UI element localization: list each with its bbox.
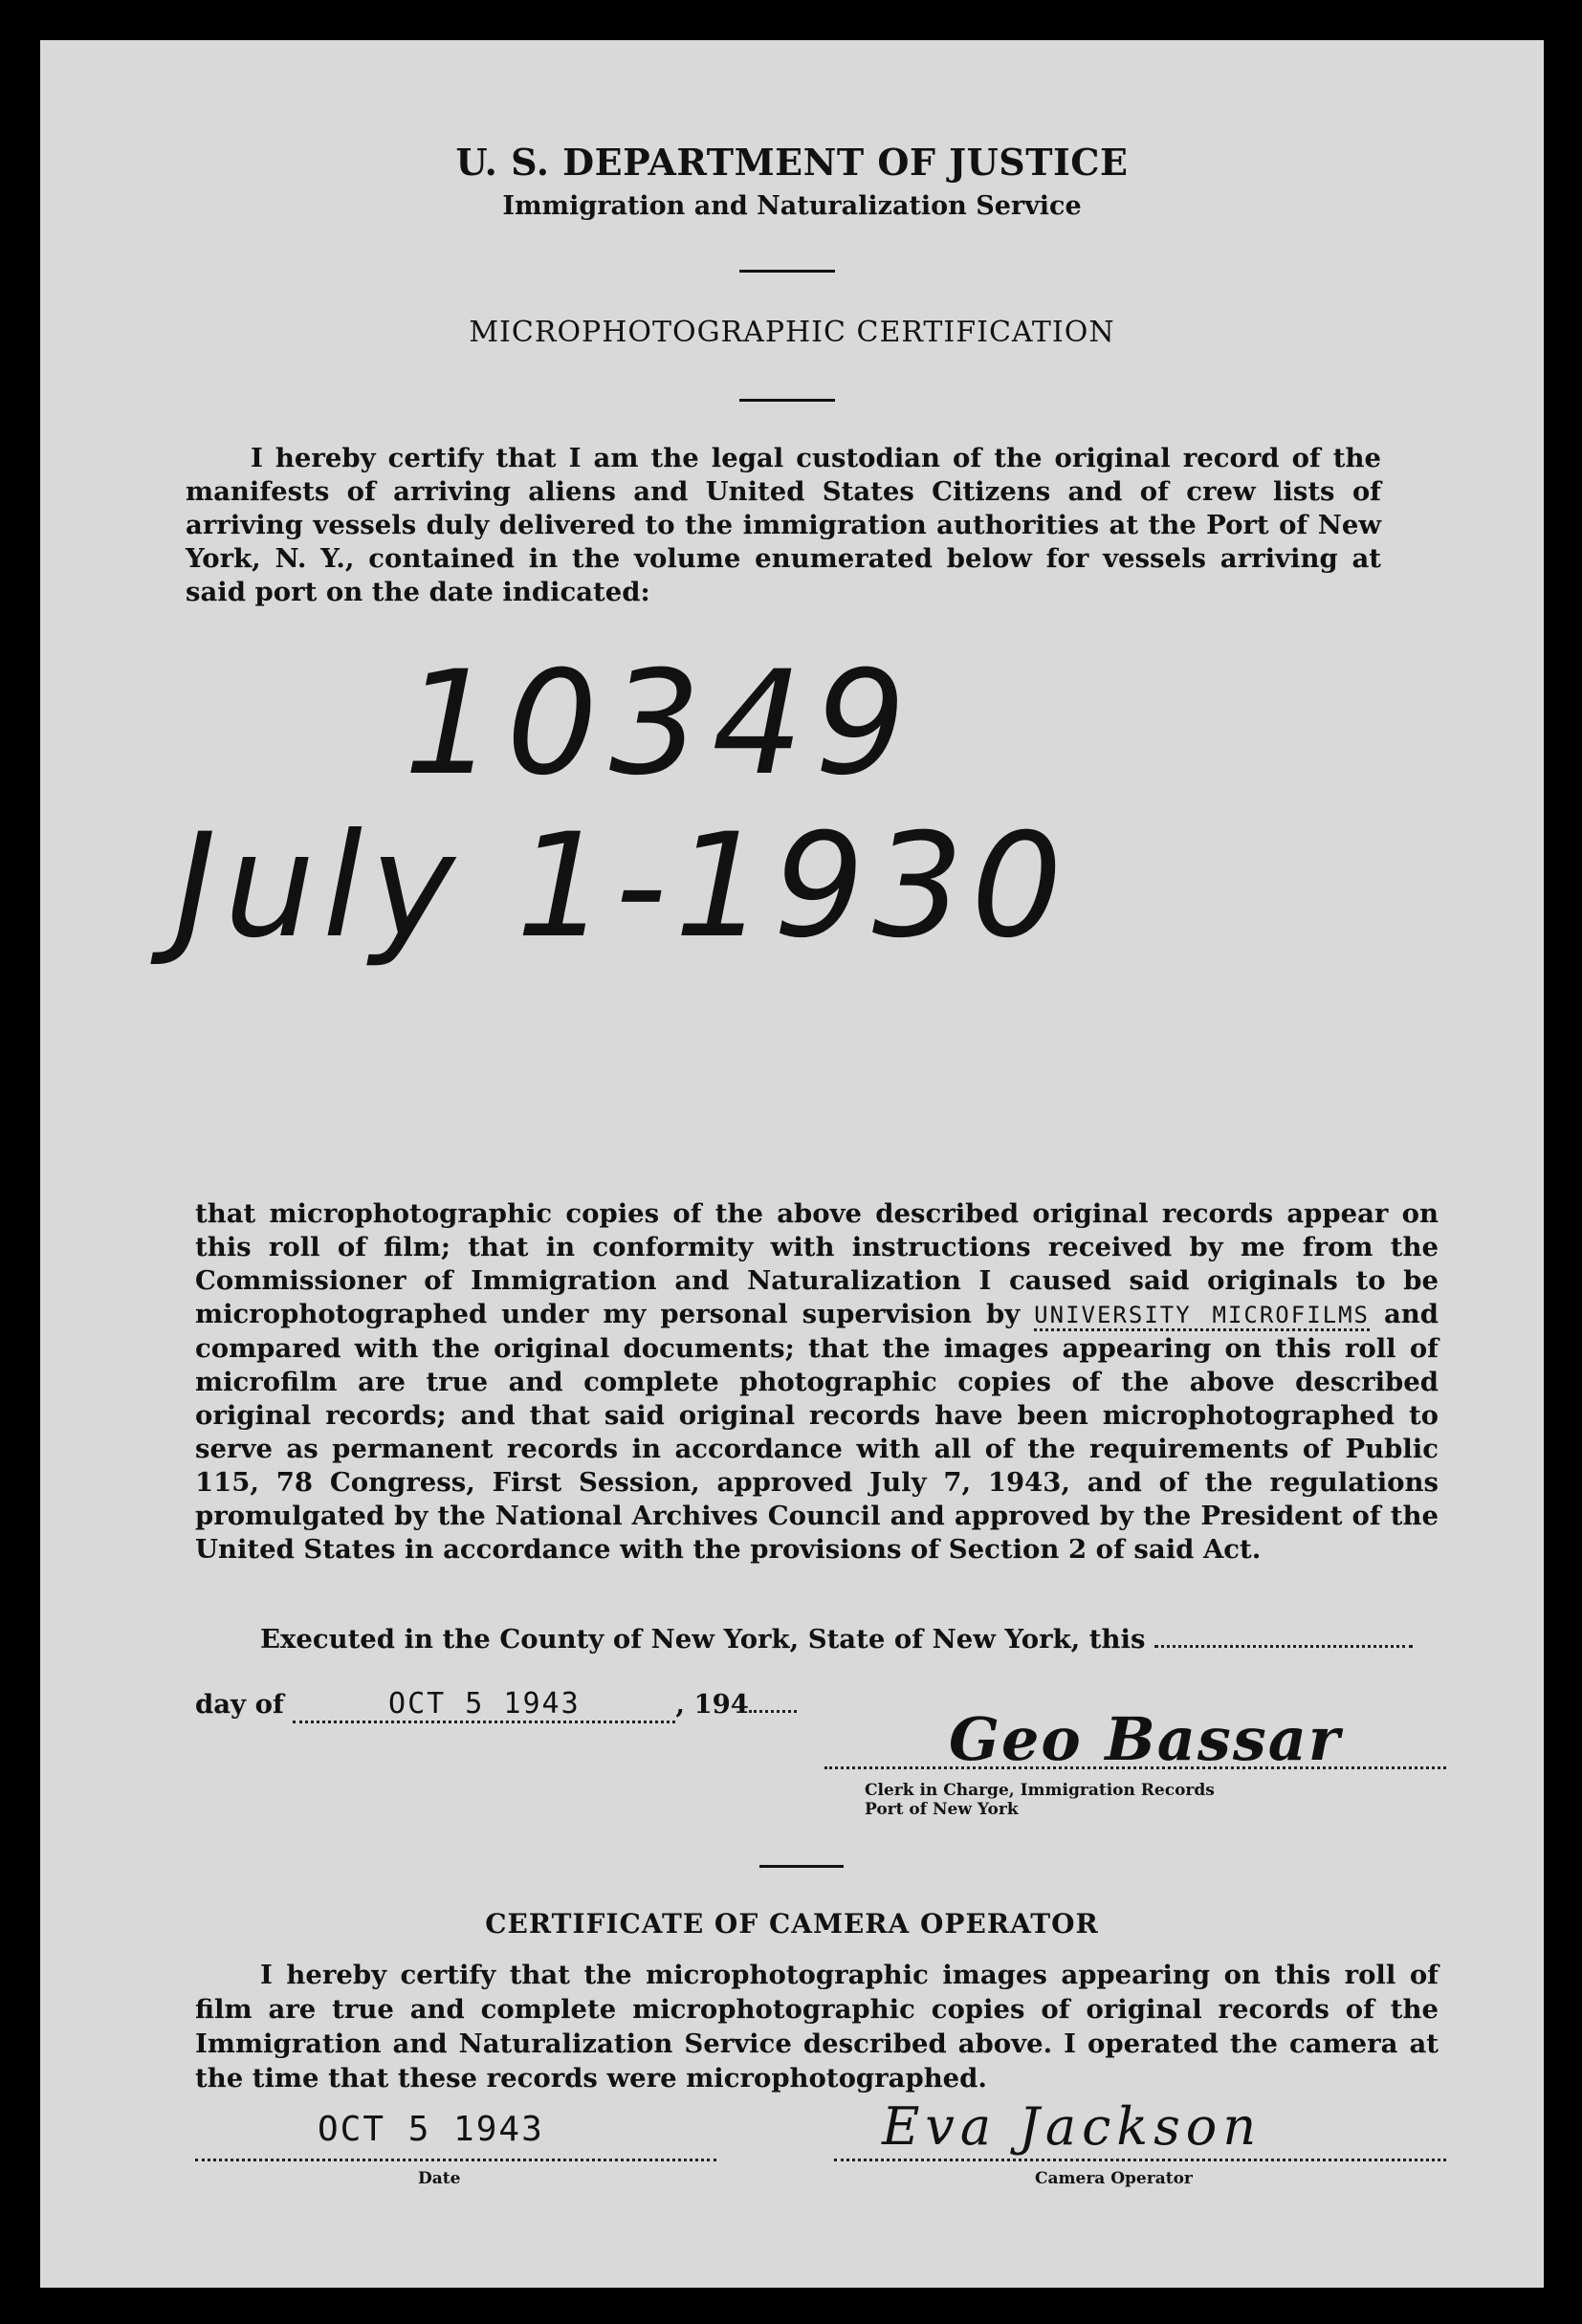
day-blank [1154, 1645, 1413, 1648]
executed-text: Executed in the County of New York, State of New York, this [260, 1624, 1146, 1655]
body-paragraph [195, 1197, 1439, 1567]
day-of-label: day of [195, 1689, 284, 1720]
camera-certificate-title: CERTIFICATE OF CAMERA OPERATOR [485, 1908, 1099, 1940]
camera-date-stamp: OCT 5 1943 [318, 2110, 544, 2149]
clerk-title-line1: Clerk in Charge, Immigration Records [865, 1781, 1215, 1800]
service-subtitle: Immigration and Naturalization Service [502, 191, 1082, 221]
body-text-part1: that microphotographic copies of the above described original records appear on this roll of film; that in conformity with instructions received by me from the Commissioner of Immigration and Naturalization I caused said originals to be microphotographed under my personal supervision by [195, 1198, 1439, 1329]
certification-title: MICROPHOTOGRAPHIC CERTIFICATION [469, 316, 1115, 349]
department-title: U. S. DEPARTMENT OF JUSTICE [455, 141, 1129, 184]
intro-text: I hereby certify that I am the legal custodian of the original record of the manifests of arriving aliens and United States Citizens and of crew lists of arriving vessels duly delivered to the immigration authorities at the Port of New York, N. Y., contained in the volume enumerated below for vessels arriving at said port on the date indicated: [186, 443, 1381, 607]
clerk-signature: Geo Bassar [949, 1704, 1342, 1774]
execution-date-stamp: OCT 5 1943 [293, 1687, 675, 1723]
handwritten-volume-number: 10349 [404, 641, 918, 807]
clerk-title [865, 1781, 1215, 1819]
execution-line [260, 1623, 1446, 1656]
intro-paragraph [186, 442, 1381, 609]
divider [759, 1865, 844, 1868]
divider [739, 270, 835, 273]
year-blank [749, 1710, 797, 1713]
date-label: Date [418, 2169, 461, 2188]
year-prefix: , 194 [675, 1689, 749, 1720]
body-text-part2: and compared with the original documents; that the images appearing on this roll of microfilm are true and complete photographic copies of the above described original records; and that said original records have been microphotographed to serve as permanent records in accordance with all of the requirements of Public 115, 78 Congress, First Session, approved July 7, 1943, and of the regulations promulgated by the National Archives Council and approved by the President of the United States in accordance with the provisions of Section 2 of said Act. [195, 1299, 1439, 1565]
date-signature-line [195, 2159, 716, 2161]
operator-signature: Eva Jackson [882, 2096, 1263, 2157]
operator-signature-line [834, 2159, 1446, 2161]
camera-certificate-paragraph [195, 1958, 1439, 2095]
day-of-line [195, 1687, 979, 1723]
camera-certificate-text: I hereby certify that the microphotographic images appearing on this roll of film are true and complete microphotographic copies of original records of the Immigration and Naturalization Service described above. I operated the camera at the time that these records were microphotographed. [195, 1960, 1439, 2094]
handwritten-date: July 1-1930 [174, 803, 1070, 970]
microfilm-company-stamp: UNIVERSITY MICROFILMS [1034, 1302, 1370, 1331]
operator-label: Camera Operator [1035, 2169, 1193, 2188]
certificate-page [40, 40, 1544, 2288]
divider [739, 399, 835, 402]
clerk-title-line2: Port of New York [865, 1800, 1019, 1819]
